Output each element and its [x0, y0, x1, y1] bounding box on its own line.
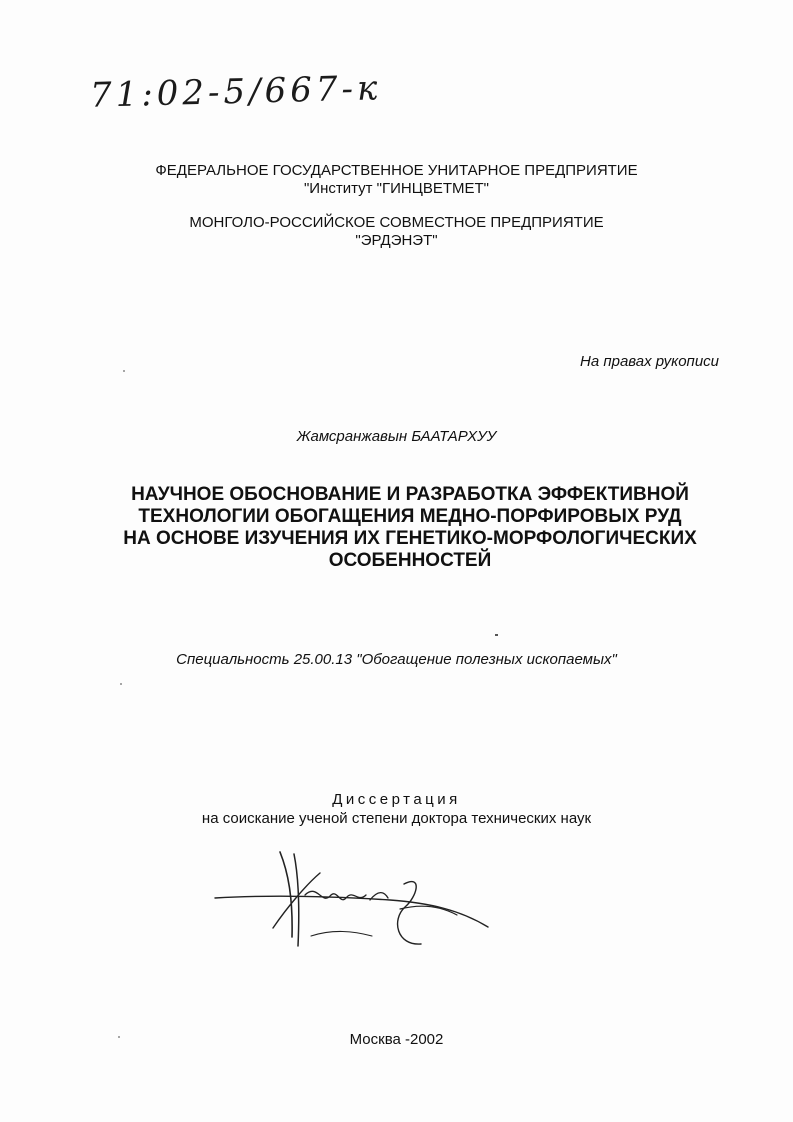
rights-notice: На правах рукописи — [580, 353, 719, 370]
organization-2 — [0, 214, 793, 250]
handwritten-reference: 71:02-5/667-к — [89, 68, 382, 116]
scan-speck — [123, 370, 125, 372]
organization-1 — [0, 162, 793, 198]
organization-2-line-1: МОНГОЛО-РОССИЙСКОЕ СОВМЕСТНОЕ ПРЕДПРИЯТИЕ — [189, 214, 604, 231]
scan-speck — [120, 683, 122, 685]
title-line: ТЕХНОЛОГИИ ОБОГАЩЕНИЯ МЕДНО-ПОРФИРОВЫХ РУД — [138, 506, 682, 527]
dissertation-statement — [0, 790, 793, 828]
author-name: Жамсранжавын БААТАРХУУ — [296, 428, 497, 445]
title-line: НА ОСНОВЕ ИЗУЧЕНИЯ ИХ ГЕНЕТИКО-МОРФОЛОГИЧЕСКИХ — [123, 528, 697, 549]
city-year: Москва -2002 — [349, 1031, 444, 1048]
dissertation-subtitle: на соискание ученой степени доктора технических наук — [201, 810, 592, 827]
dissertation-title — [60, 484, 760, 572]
signature-icon — [210, 850, 495, 955]
organization-2-line-2: "ЭРДЭНЭТ" — [355, 232, 438, 249]
specialty: Специальность 25.00.13 "Обогащение полезных ископаемых" — [176, 651, 617, 668]
title-line: ОСОБЕННОСТЕЙ — [328, 550, 492, 571]
title-line: НАУЧНОЕ ОБОСНОВАНИЕ И РАЗРАБОТКА ЭФФЕКТИВНОЙ — [131, 484, 689, 505]
scan-mark — [495, 634, 498, 636]
organization-1-line-2: "Институт "ГИНЦВЕТМЕТ" — [303, 180, 490, 197]
organization-1-line-1: ФЕДЕРАЛЬНОЕ ГОСУДАРСТВЕННОЕ УНИТАРНОЕ ПРЕДПРИЯТИЕ — [155, 162, 638, 179]
dissertation-heading: Диссертация — [332, 791, 461, 808]
